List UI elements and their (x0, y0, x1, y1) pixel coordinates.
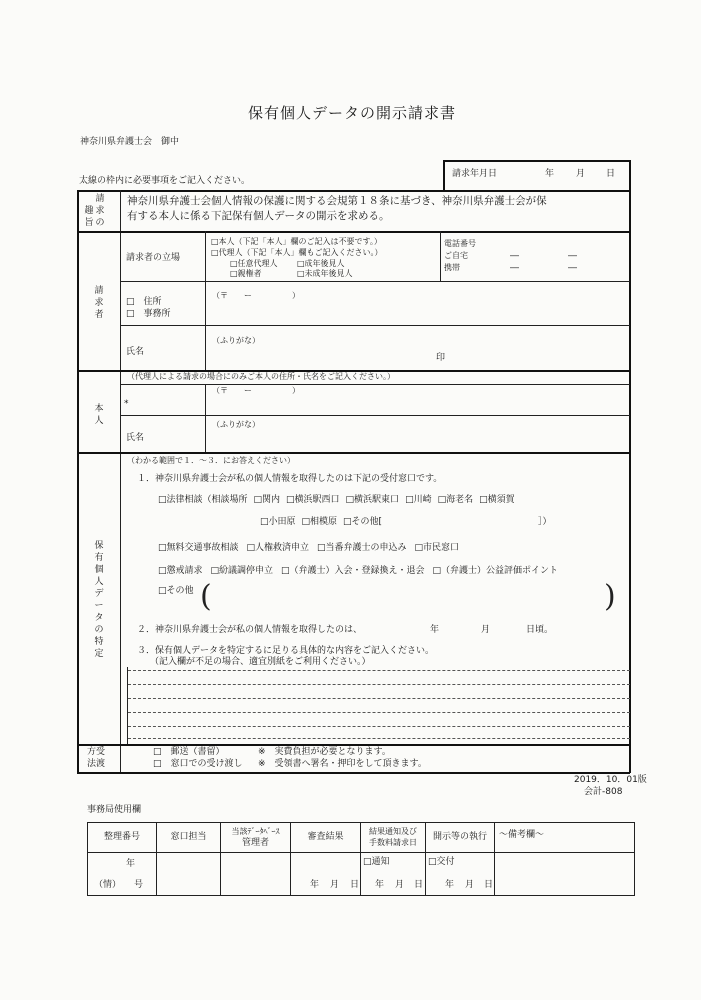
human-rights-checkbox[interactable]: □人権救済申立 (246, 543, 310, 553)
spec-row-4 (158, 566, 558, 577)
principal-note: （代理人による請求の場合にのみご本人の住所・氏名をご記入ください。） (127, 372, 395, 381)
spec-row-2 (260, 517, 552, 528)
delivery-window-note: ※ 受領書へ署名・押印をして頂きます。 (258, 759, 427, 769)
ebina-checkbox[interactable]: □海老名 (437, 495, 474, 505)
notify-month[interactable]: 月 (395, 880, 405, 890)
purpose-line-2: 有する本人に係る下記保有個人データの開示を求める。 (127, 210, 390, 222)
principal-asterisk: * (124, 399, 129, 409)
spec-question-3: ３．保有個人データを特定するに足りる具体的な内容をご記入ください。 (137, 646, 435, 656)
spec-other-paren-open: ( (200, 579, 212, 614)
specification-section-label: 保有個人データの特定 (94, 541, 104, 659)
requester-name-label: 氏名 (126, 347, 145, 357)
office-header-admin: 管理者 (241, 838, 269, 848)
principal-postal-code[interactable]: （〒 ー ） (212, 386, 300, 395)
office-header-fee: 手数料請求日 (369, 838, 417, 847)
requester-seal: 印 (436, 353, 446, 363)
review-year[interactable]: 年 (310, 880, 320, 890)
spec-row-1 (158, 495, 515, 506)
phone-mobile-dash-2[interactable]: ― (568, 263, 577, 273)
delivery-window-checkbox[interactable]: □ 窓口での受け渡し (153, 759, 243, 769)
office-number-year[interactable]: 年 (126, 859, 136, 869)
page-title: 保有個人データの開示請求書 (248, 104, 457, 122)
instruction-text: 太線の枠内に必要事項をご記入ください。 (79, 176, 251, 186)
requester-section-label: 請求者 (94, 286, 104, 320)
review-month[interactable]: 月 (330, 880, 340, 890)
deliver-day[interactable]: 日 (484, 880, 494, 890)
position-self-checkbox[interactable]: □本人（下記「本人」欄のご記入は不要です。） (211, 237, 382, 246)
citizen-window-checkbox[interactable]: □市民窓口 (414, 543, 460, 553)
duty-lawyer-checkbox[interactable]: □当番弁護士の申込み (317, 543, 407, 553)
phone-mobile-dash-1[interactable]: ― (510, 263, 519, 273)
notify-day[interactable]: 日 (414, 880, 424, 890)
spec-other-checkbox[interactable]: □その他 (158, 586, 194, 596)
request-date-label: 請求年月日 (452, 169, 498, 179)
spec-row-3 (158, 543, 459, 554)
agent-voluntary-checkbox[interactable]: □任意代理人 (230, 259, 278, 268)
address-office-checkbox[interactable]: □ 事務所 (126, 309, 171, 319)
purpose-label-top: 請求の (95, 194, 105, 228)
sagamihara-checkbox[interactable]: □相模原 (301, 517, 338, 527)
office-header-execution: 開示等の執行 (432, 832, 487, 842)
yokohama-west-checkbox[interactable]: □横浜駅西口 (286, 495, 340, 505)
office-header-review: 審査結果 (307, 832, 344, 842)
office-header-number: 整理番号 (103, 832, 140, 842)
requester-position-label: 請求者の立場 (126, 253, 181, 263)
spec-question-2: ２．神奈川県弁護士会が私の個人情報を取得したのは、 (137, 625, 363, 635)
addressee: 神奈川県弁護士会 御中 (80, 137, 180, 147)
notify-year[interactable]: 年 (375, 880, 385, 890)
phone-home-label: ご自宅 (444, 251, 468, 260)
other-location-close: ］） (538, 517, 552, 527)
office-header-db: 当該ﾃﾞｰﾀﾍﾞｰｽ (231, 827, 280, 836)
traffic-accident-checkbox[interactable]: □無料交通事故相談 (158, 543, 239, 553)
phone-label: 電話番号 (444, 239, 476, 248)
delivery-label-bottom: 法渡 (87, 759, 106, 769)
form-version: 2019．10．01版 (574, 775, 647, 785)
phone-mobile-label: 携帯 (444, 263, 460, 272)
deliver-checkbox[interactable]: □交付 (428, 857, 455, 867)
delivery-mail-checkbox[interactable]: □ 郵送（書留） (153, 747, 225, 757)
delivery-mail-note: ※ 実費負担が必要となります。 (258, 747, 391, 757)
principal-section-label: 本人 (94, 404, 104, 426)
principal-name-label: 氏名 (126, 433, 145, 443)
office-number-prefix: （情） (94, 880, 122, 890)
other-location-checkbox[interactable]: □その他[ (343, 517, 383, 527)
spec-q2-month[interactable]: 月 (481, 625, 491, 635)
request-date-month[interactable]: 月 (576, 169, 586, 179)
requester-furigana[interactable]: （ふりがな） (212, 336, 260, 345)
registration-checkbox[interactable]: □（弁護士）入会・登録換え・退会 (281, 566, 425, 576)
principal-furigana[interactable]: （ふりがな） (212, 420, 260, 429)
consult-checkbox[interactable]: □法律相談（相談場所 (158, 495, 248, 505)
purpose-line-1: 神奈川県弁護士会個人情報の保護に関する会規第１８条に基づき、神奈川県弁護士会が保 (127, 195, 547, 207)
request-date-day[interactable]: 日 (606, 169, 616, 179)
purpose-label-bottom: 趣旨 (84, 206, 94, 228)
office-header-result: 結果通知及び (369, 827, 417, 836)
phone-home-dash-2[interactable]: ― (568, 251, 577, 261)
agent-adult-guardian-checkbox[interactable]: □成年後見人 (297, 259, 345, 268)
dispute-mediation-checkbox[interactable]: □紛議調停申立 (210, 566, 274, 576)
odawara-checkbox[interactable]: □小田原 (260, 517, 296, 527)
spec-q2-year[interactable]: 年 (430, 625, 440, 635)
request-date-year[interactable]: 年 (545, 169, 555, 179)
position-agent-checkbox[interactable]: □代理人（下記「本人」欄もご記入ください。） (211, 248, 383, 257)
review-day[interactable]: 日 (350, 880, 360, 890)
form-code: 会計-808 (584, 787, 623, 797)
yokohama-east-checkbox[interactable]: □横浜駅東口 (345, 495, 400, 505)
spec-other-paren-close: ) (604, 579, 616, 614)
yokosuka-checkbox[interactable]: □横須賀 (479, 495, 515, 505)
deliver-month[interactable]: 月 (465, 880, 475, 890)
requester-postal-code[interactable]: （〒 ー ） (212, 291, 300, 300)
agent-minor-guardian-checkbox[interactable]: □未成年後見人 (297, 269, 353, 278)
address-home-checkbox[interactable]: □ 住所 (126, 297, 162, 307)
office-use-label: 事務局使用欄 (87, 805, 142, 815)
deliver-year[interactable]: 年 (445, 880, 455, 890)
office-number-suffix[interactable]: 号 (134, 880, 144, 890)
spec-intro: （わかる範囲で１．～３．にお答えください） (127, 456, 295, 465)
spec-question-1: １．神奈川県弁護士会が私の個人情報を取得したのは下記の受付窓口です。 (137, 474, 443, 484)
spec-question-3-note: （記入欄が不足の場合、適宜別紙をご利用ください。） (150, 657, 371, 667)
kannai-checkbox[interactable]: □関内 (253, 495, 281, 505)
office-header-remarks: ～備考欄～ (499, 830, 545, 840)
disciplinary-checkbox[interactable]: □懲戒請求 (158, 566, 203, 576)
notify-checkbox[interactable]: □通知 (363, 857, 390, 867)
public-interest-checkbox[interactable]: □（弁護士）公益評価ポイント (432, 566, 559, 576)
delivery-label-top: 方受 (87, 747, 106, 757)
agent-parental-checkbox[interactable]: □親権者 (230, 269, 262, 278)
office-header-window: 窓口担当 (170, 832, 207, 842)
spec-q2-day[interactable]: 日頃。 (526, 625, 554, 635)
kawasaki-checkbox[interactable]: □川崎 (405, 495, 432, 505)
phone-home-dash-1[interactable]: ― (510, 251, 519, 261)
